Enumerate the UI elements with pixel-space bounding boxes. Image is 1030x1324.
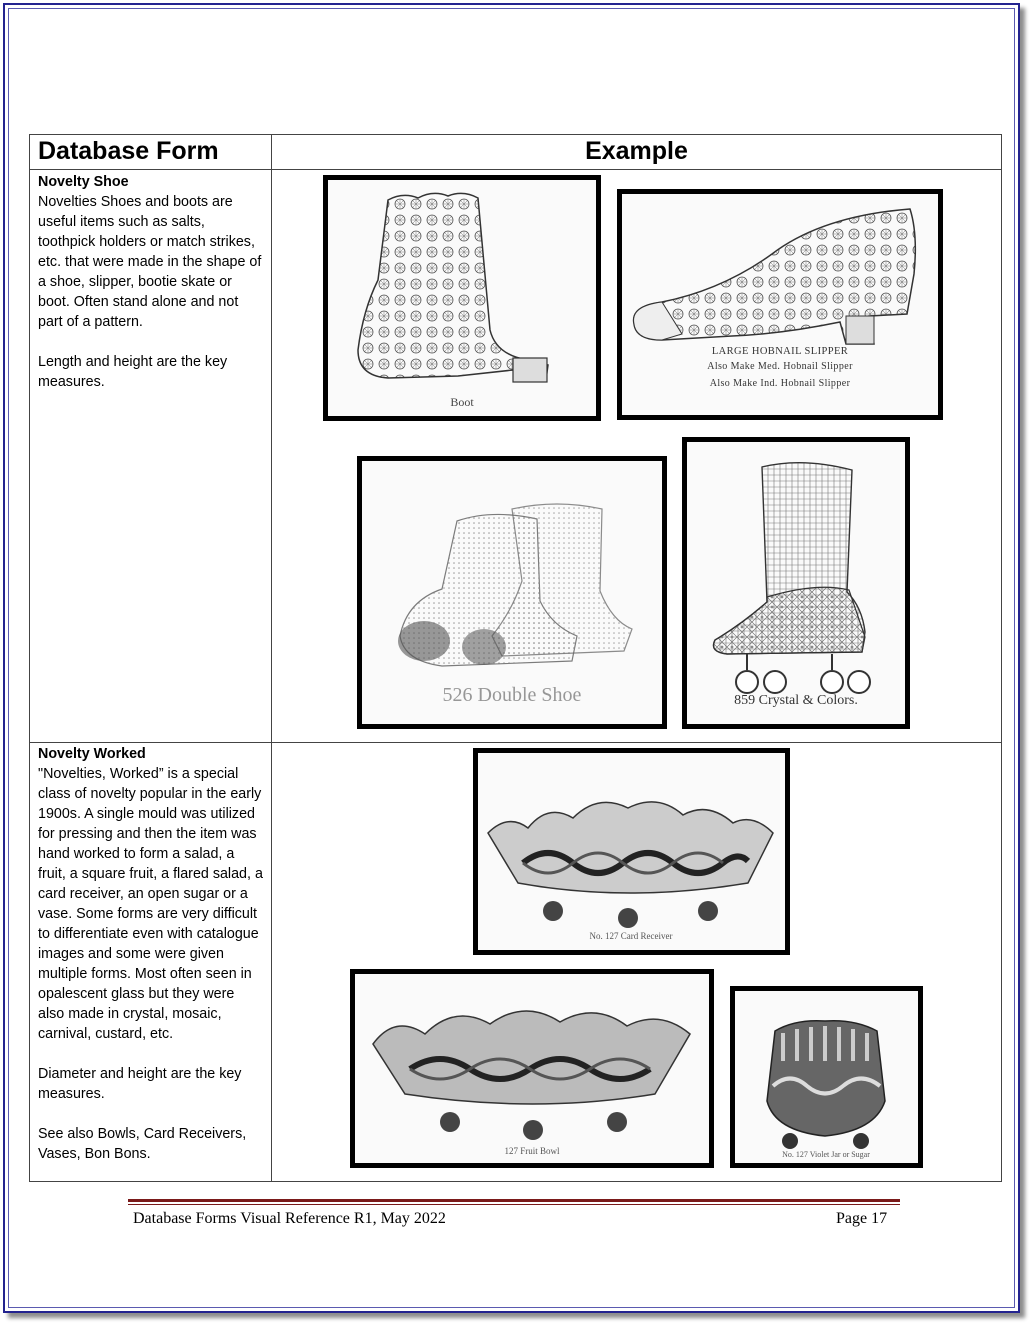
column-divider [271,135,272,1181]
slipper-caption [622,344,938,391]
skate-boot-illustration-icon [687,442,905,724]
fruit-bowl-image [350,969,714,1168]
double-shoe-image [357,456,667,729]
novelty-worked-text [38,744,264,1164]
novelty-shoe-text [38,172,264,392]
row-rule [30,742,1001,743]
footer-rule-thin [128,1204,900,1205]
boot-image [323,175,601,421]
slipper-caption-line-1: LARGE HOBNAIL SLIPPER [711,346,849,357]
slipper-image [617,189,943,420]
card-receiver-illustration-icon [478,753,785,950]
novelty-worked-measures: Diameter and height are the key measures. [38,1066,242,1102]
card-receiver-image [473,748,790,955]
fruit-bowl-caption: 127 Fruit Bowl [504,1146,560,1156]
footer-page-number: Page 17 [836,1210,888,1227]
footer-rule [128,1199,900,1202]
novelty-worked-see-also: See also Bowls, Card Receivers, Vases, Bon Bons. [38,1126,247,1162]
slipper-caption-line-3: Also Make Ind. Hobnail Slipper [709,378,851,389]
fruit-bowl-illustration-icon [355,974,709,1163]
double-shoe-caption: 526 Double Shoe [442,684,582,706]
violet-jar-image [730,986,923,1168]
novelty-worked-description: "Novelties, Worked” is a special class of novelty popular in the early 1900s. A single mould was utilized for pressing and then the item was hand worked to form a salad, a fruit, a square fruit, a flared salad, a card receiver, an open sugar or a vase. Some forms are very difficult to differentiate even with catalogue images and some were given multiple forms. Most often seen in opalescent glass but they were also made in crystal, mosaic, carnival, custard, etc. [38,766,263,1042]
card-receiver-caption: No. 127 Card Receiver [589,931,673,941]
novelty-shoe-description: Novelties Shoes and boots are useful items such as salts, toothpick holders or match strikes, etc. that were made in the shape of a shoe, slipper, bootie skate or boot. Often stand alone and not part of a pattern. [38,194,262,330]
violet-jar-illustration-icon [735,991,918,1163]
skate-boot-image [682,437,910,729]
violet-jar-caption: No. 127 Violet Jar or Sugar [782,1150,870,1159]
boot-illustration-icon [328,180,596,416]
double-shoe-illustration-icon [362,461,662,724]
header-example: Example [585,137,688,165]
header-database-form: Database Form [38,137,219,165]
boot-caption: Boot [450,395,474,409]
footer-doc-title: Database Forms Visual Reference R1, May 2022 [133,1210,446,1227]
novelty-shoe-measures: Length and height are the key measures. [38,354,228,390]
slipper-caption-line-2: Also Make Med. Hobnail Slipper [707,361,853,372]
skate-boot-caption: 859 Crystal & Colors. [734,693,858,708]
novelty-worked-title: Novelty Worked [38,746,146,762]
header-rule [30,169,1001,170]
novelty-shoe-title: Novelty Shoe [38,174,129,190]
